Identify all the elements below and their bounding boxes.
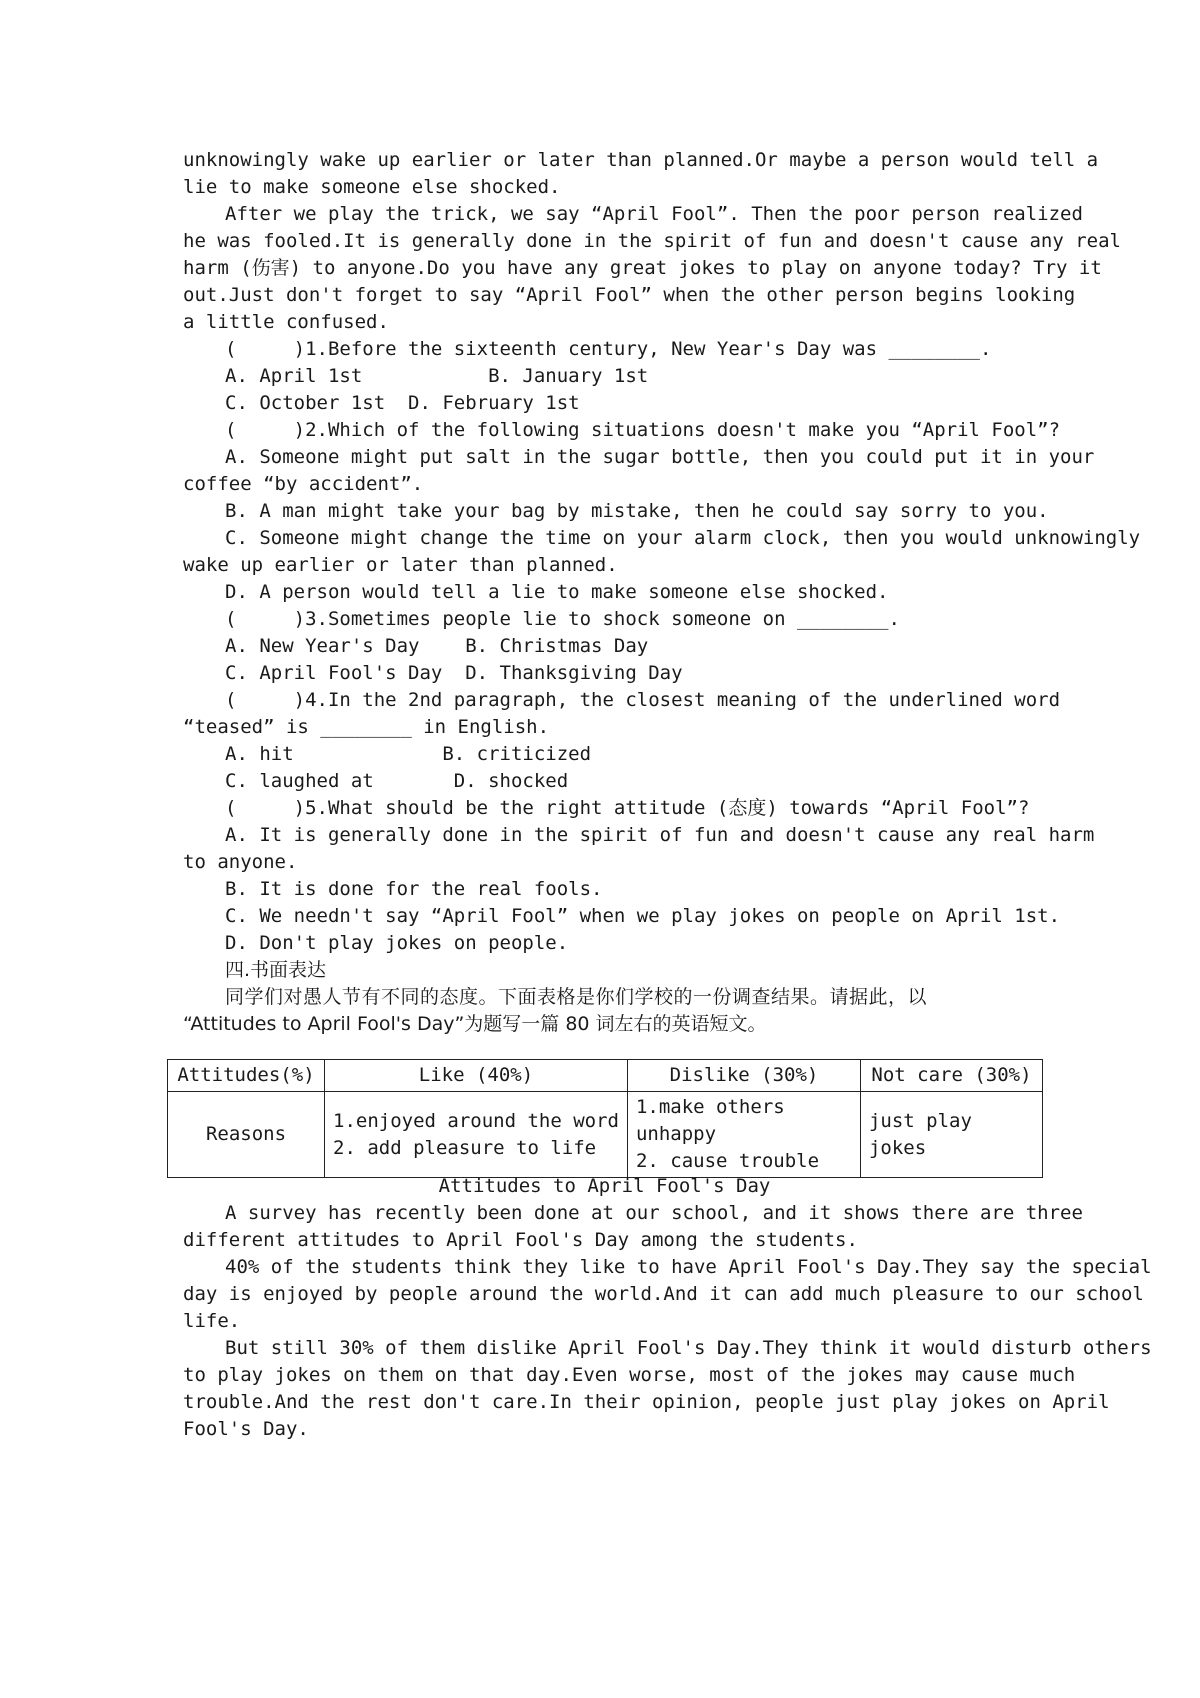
question-2-option-d: D. A person would tell a lie to make someone else shocked. (225, 581, 889, 603)
dislike-reason-2: 2. cause trouble (635, 1150, 820, 1172)
question-5-option-a: A. It is generally done in the spirit of fun and doesn't cause any real harm (225, 824, 1095, 846)
question-2-option-a: A. Someone might put salt in the sugar bottle, then you could put it in your (225, 446, 1095, 468)
question-4-options-cd: C. laughed at D. shocked (225, 770, 569, 792)
table-header-row (168, 1060, 1043, 1092)
not-care-reason-cell: just play jokes (860, 1092, 1042, 1178)
essay-title: Attitudes to April Fool's Day (438, 1175, 771, 1197)
question-4: ( )4.In the 2nd paragraph, the closest meaning of the underlined word (225, 689, 1061, 711)
passage-line: unknowingly wake up earlier or later than planned.Or maybe a person would tell a (183, 149, 1099, 171)
like-reason-2: 2. add pleasure to life (333, 1136, 597, 1159)
question-5-option-a-cont: to anyone. (183, 851, 298, 873)
passage-line: out.Just don't forget to say “April Fool” when the other person begins looking (183, 284, 1076, 306)
table-row (168, 1092, 1043, 1178)
dislike-reasons-cell (627, 1092, 860, 1178)
question-5-option-d: D. Don't play jokes on people. (225, 932, 569, 954)
dislike-reason-1-cont: unhappy (635, 1123, 717, 1145)
question-1-options-ab: A. April 1st B. January 1st (225, 365, 649, 387)
passage-line: lie to make someone else shocked. (183, 176, 561, 198)
question-2-option-c-cont: wake up earlier or later than planned. (183, 554, 618, 576)
writing-prompt: 同学们对愚人节有不同的态度。下面表格是你们学校的一份调查结果。请据此，以 (225, 986, 928, 1008)
question-2-option-a-cont: coffee “by accident”. (183, 473, 424, 495)
essay-line: But still 30% of them dislike April Fool's Day.They think it would disturb others (225, 1337, 1152, 1359)
dislike-reason-1: 1.make others (635, 1096, 785, 1118)
essay-line: trouble.And the rest don't care.In their opinion, people just play jokes on April (183, 1391, 1110, 1413)
header-attitudes: Attitudes(%) (168, 1060, 325, 1092)
question-3-options-cd: C. April Fool's Day D. Thanksgiving Day (225, 662, 683, 684)
essay-line: life. (183, 1310, 241, 1332)
question-2: ( )2.Which of the following situations doesn't make you “April Fool”? (225, 419, 1061, 441)
header-not-care: Not care (30%) (860, 1060, 1042, 1092)
passage-line: he was fooled.It is generally done in the spirit of fun and doesn't cause any real (183, 230, 1121, 252)
question-2-option-c: C. Someone might change the time on your alarm clock, then you would unknowingly (225, 527, 1141, 549)
question-2-option-b: B. A man might take your bag by mistake, then he could say sorry to you. (225, 500, 1049, 522)
essay-line: 40% of the students think they like to have April Fool's Day.They say the special (225, 1256, 1152, 1278)
question-1-options-cd: C. October 1st D. February 1st (225, 392, 580, 414)
question-5-option-c: C. We needn't say “April Fool” when we play jokes on people on April 1st. (225, 905, 1061, 927)
passage-line: harm (伤害) to anyone.Do you have any great jokes to play on anyone today? Try it (183, 257, 1102, 279)
question-4-options-ab: A. hit B. criticized (225, 743, 592, 765)
like-reasons-cell (325, 1092, 628, 1178)
question-5-option-b: B. It is done for the real fools. (225, 878, 603, 900)
passage-line: a little confused. (183, 311, 389, 333)
question-1: ( )1.Before the sixteenth century, New Year's Day was ________. (225, 338, 992, 360)
essay-line: different attitudes to April Fool's Day among the students. (183, 1229, 858, 1251)
question-3: ( )3.Sometimes people lie to shock someone on ________. (225, 608, 900, 630)
essay-line: A survey has recently been done at our school, and it shows there are three (225, 1202, 1083, 1224)
row-label-reasons: Reasons (168, 1092, 325, 1178)
passage-line: After we play the trick, we say “April Fool”. Then the poor person realized (225, 203, 1083, 225)
question-4-cont: “teased” is ________ in English. (183, 716, 550, 738)
header-dislike: Dislike (30%) (627, 1060, 860, 1092)
writing-prompt-cont: “Attitudes to April Fool's Day”为题写一篇 80 词左右的英语短文。 (183, 1013, 767, 1035)
question-3-options-ab: A. New Year's Day B. Christmas Day (225, 635, 649, 657)
essay-line: Fool's Day. (183, 1418, 309, 1440)
like-reason-1: 1.enjoyed around the word (333, 1109, 619, 1132)
question-5: ( )5.What should be the right attitude (态度) towards “April Fool”? (225, 797, 1030, 819)
essay-line: to play jokes on them on that day.Even worse, most of the jokes may cause much (183, 1364, 1076, 1386)
essay-line: day is enjoyed by people around the world.And it can add much pleasure to our school (183, 1283, 1144, 1305)
header-like: Like (40%) (325, 1060, 628, 1092)
section-heading: 四.书面表达 (225, 959, 327, 981)
survey-table (167, 1059, 1043, 1178)
